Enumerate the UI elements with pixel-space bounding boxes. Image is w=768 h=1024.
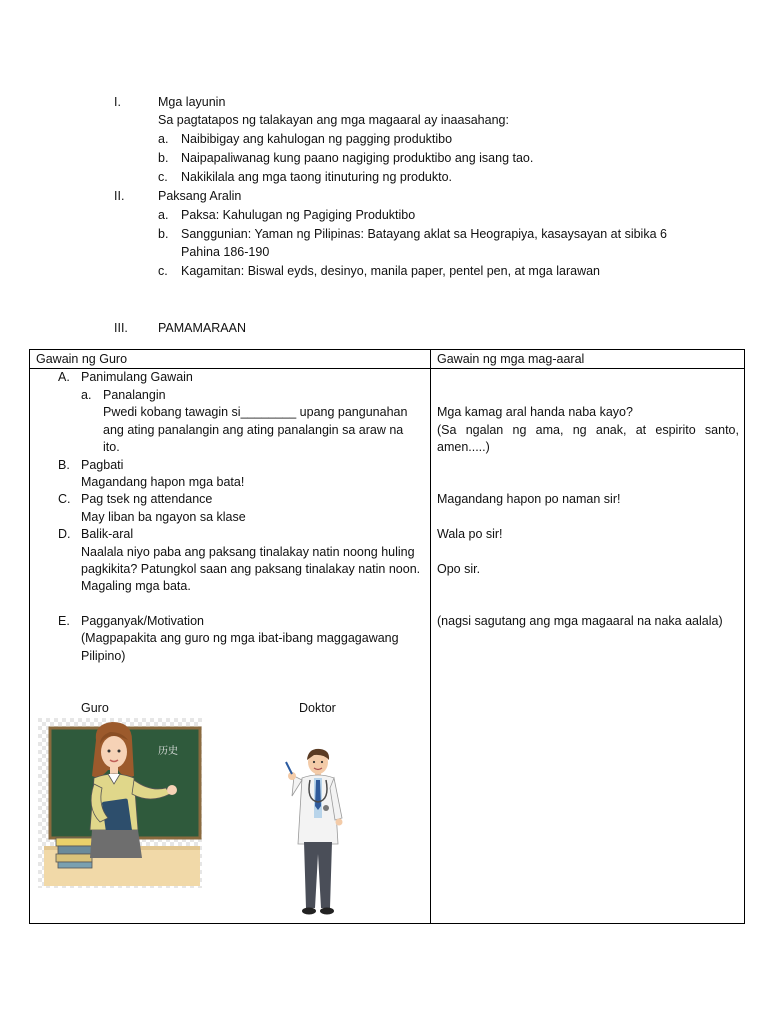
part-d-title: Balik-aral [81,527,134,541]
column-divider [430,350,431,923]
subject-b-letter: b. [158,227,169,241]
part-b-title: Pagbati [81,458,124,472]
part-c-letter: C. [58,492,71,506]
student-response-prayer-2: amen.....) [437,440,490,454]
part-a1-letter: a. [81,388,92,402]
objective-c: Nakikilala ang mga taong itinuturing ng produkto. [181,170,453,184]
subject-reference-pages: Pahina 186-190 [181,245,270,259]
part-c-title: Pag tsek ng attendance [81,492,213,506]
review-line-3: Magaling mga bata. [81,579,191,593]
student-response-attendance: Wala po sir! [437,527,503,541]
review-line-2: pagkikita? Patungkol saan ang paksang tinalakay natin noon. [81,562,421,576]
student-response-1: Mga kamag aral handa naba kayo? [437,405,633,419]
board-text: 历史 [158,746,178,757]
objective-c-letter: c. [158,170,168,184]
objective-a: Naibibigay ang kahulogan ng pagging produktibo [181,132,453,146]
part-e-title: Pagganyak/Motivation [81,614,204,628]
part-d-letter: D. [58,527,71,541]
attendance-text: May liban ba ngayon sa klase [81,510,246,524]
header-teacher: Gawain ng Guro [36,352,128,366]
student-response-review: Opo sir. [437,562,481,576]
objective-b-letter: b. [158,151,169,165]
prayer-line-1: Pwedi kobang tawagin si________ upang pangunahan [103,405,408,419]
section-3-title: PAMAMARAAN [158,321,246,335]
objective-b: Naipapaliwanag kung paano nagiging produktibo ang isang tao. [181,151,534,165]
subject-a-letter: a. [158,208,169,222]
motivation-line-2: Pilipino) [81,649,126,663]
part-a-title: Panimulang Gawain [81,370,193,384]
section-1-intro: Sa pagtatapos ng talakayan ang mga magaaral ay inaasahang: [158,113,509,127]
part-a1-title: Panalangin [103,388,166,402]
header-students: Gawain ng mga mag-aaral [437,352,585,366]
subject-materials: Kagamitan: Biswal eyds, desinyo, manila paper, pentel pen, at mga larawan [181,264,600,278]
prayer-line-2: ang ating panalangin ang ating panalangin sa araw na [103,423,404,437]
review-line-1: Naalala niyo paba ang paksang tinalakay natin noong huling [81,545,415,559]
doctor-illustration [280,748,352,918]
part-a-letter: A. [58,370,70,384]
subject-reference: Sanggunian: Yaman ng Pilipinas: Batayang aklat sa Heograpiya, kasaysayan at sibika 6 [181,227,667,241]
section-2-title: Paksang Aralin [158,189,242,203]
motivation-line-1: (Magpapakita ang guro ng mga ibat-ibang maggagawang [81,631,399,645]
teacher-image-label: Guro [81,701,109,715]
teacher-illustration [38,718,202,888]
section-1-numeral: I. [114,95,121,109]
doctor-image-label: Doktor [299,701,336,715]
greeting-text: Magandang hapon mga bata! [81,475,245,489]
student-response-greeting: Magandang hapon po naman sir! [437,492,621,506]
student-response-prayer: (Sa ngalan ng ama, ng anak, at espirito santo, [437,423,739,437]
student-response-motivation: (nagsi sagutang ang mga magaaral na naka aalala) [437,614,723,628]
subject-c-letter: c. [158,264,168,278]
part-e-letter: E. [58,614,70,628]
part-b-letter: B. [58,458,70,472]
section-2-numeral: II. [114,189,125,203]
section-1-title: Mga layunin [158,95,226,109]
section-3-numeral: III. [114,321,128,335]
subject-topic: Paksa: Kahulugan ng Pagiging Produktibo [181,208,416,222]
prayer-line-3: ito. [103,440,120,454]
objective-a-letter: a. [158,132,169,146]
